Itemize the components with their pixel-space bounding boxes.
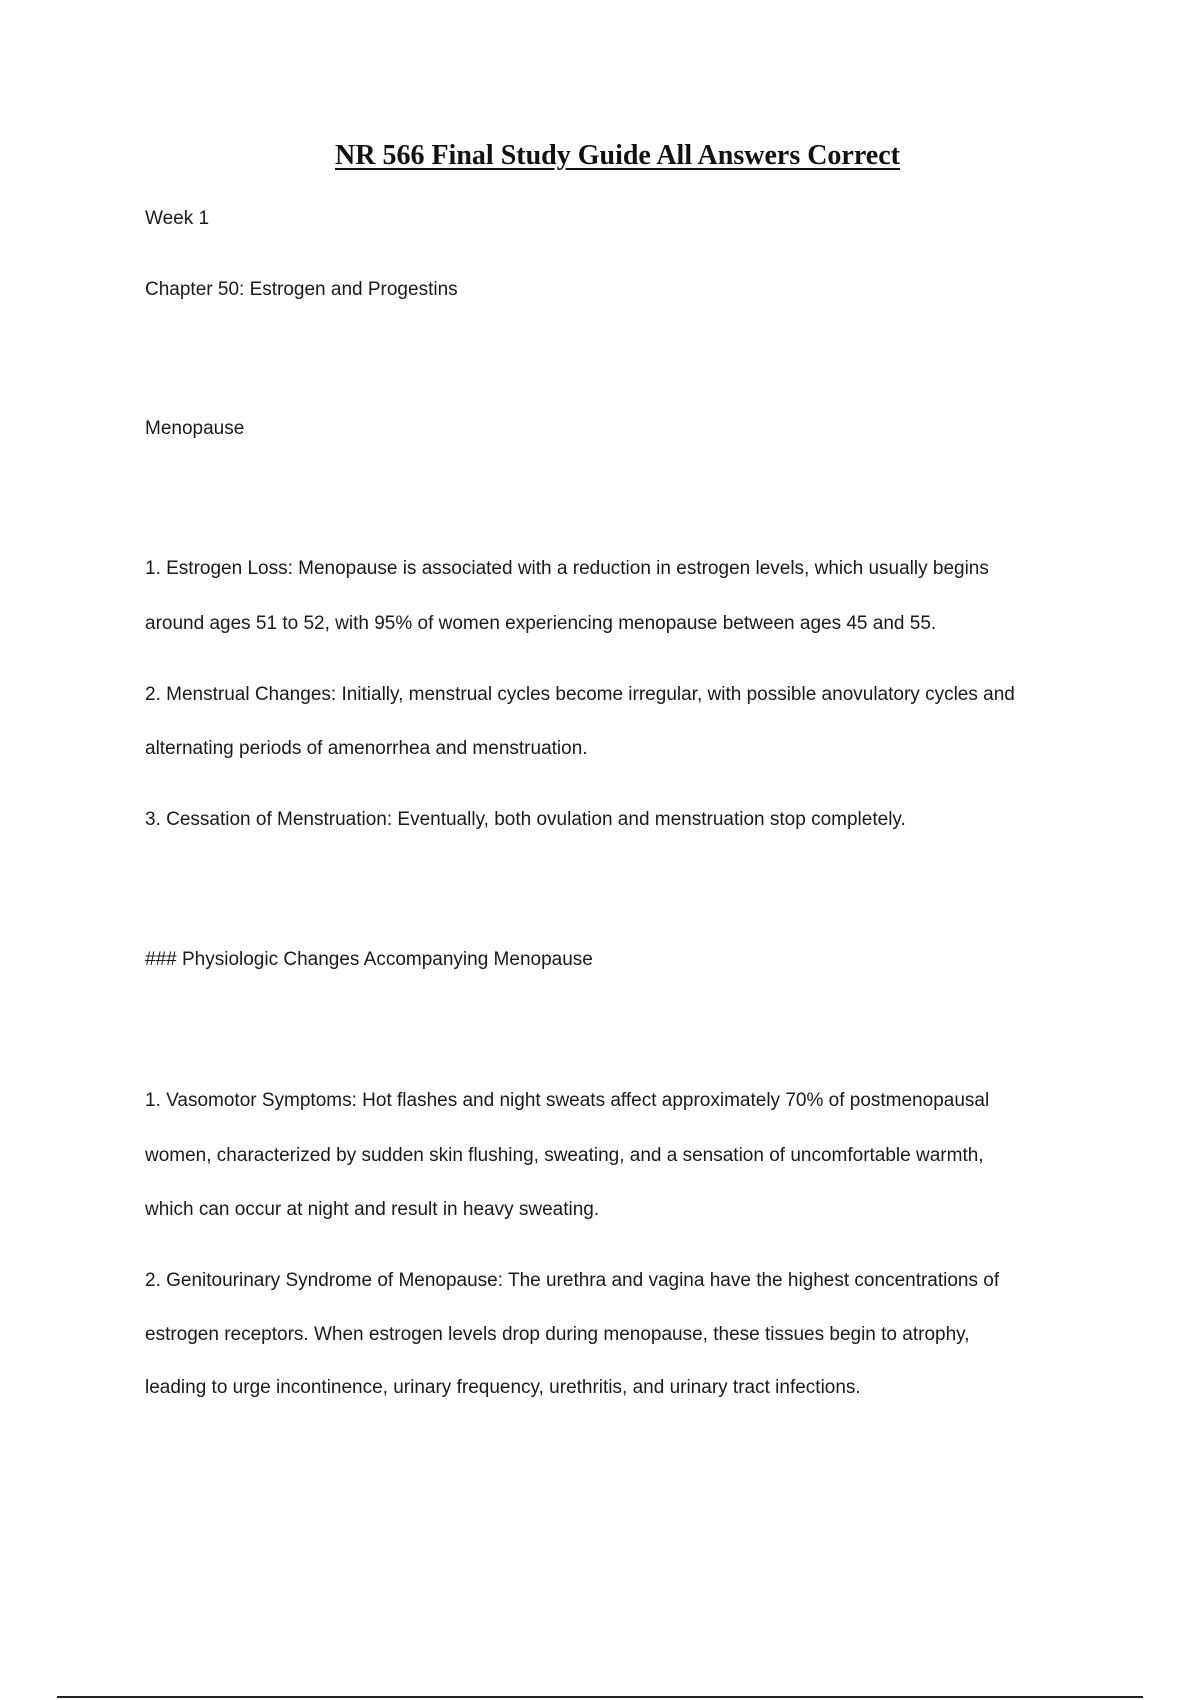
- paragraph-line: estrogen receptors. When estrogen levels drop during menopause, these tissues begin to atrophy,: [145, 1324, 970, 1345]
- paragraph-line: 1. Vasomotor Symptoms: Hot flashes and night sweats affect approximately 70% of postmenopausal: [145, 1090, 990, 1111]
- page-bottom-divider: [57, 1696, 1143, 1698]
- paragraph-line: 3. Cessation of Menstruation: Eventually, both ovulation and menstruation stop completely.: [145, 809, 906, 830]
- chapter-heading: Chapter 50: Estrogen and Progestins: [145, 279, 458, 300]
- paragraph-line: women, characterized by sudden skin flushing, sweating, and a sensation of uncomfortable warmth,: [145, 1145, 984, 1166]
- week-label: Week 1: [145, 208, 210, 229]
- paragraph-line: 2. Menstrual Changes: Initially, menstrual cycles become irregular, with possible anovulatory cycles and: [145, 684, 1015, 705]
- paragraph-line: which can occur at night and result in heavy sweating.: [145, 1199, 600, 1220]
- paragraph-line: leading to urge incontinence, urinary frequency, urethritis, and urinary tract infections.: [145, 1377, 861, 1398]
- paragraph-line: alternating periods of amenorrhea and menstruation.: [145, 738, 588, 759]
- paragraph-line: 1. Estrogen Loss: Menopause is associated with a reduction in estrogen levels, which usually begins: [145, 558, 989, 579]
- paragraph-line: 2. Genitourinary Syndrome of Menopause: The urethra and vagina have the highest concentrations of: [145, 1270, 1000, 1291]
- paragraph-line: around ages 51 to 52, with 95% of women experiencing menopause between ages 45 and 55.: [145, 613, 937, 634]
- section-heading-physiologic: ### Physiologic Changes Accompanying Menopause: [145, 949, 593, 970]
- document-title: NR 566 Final Study Guide All Answers Correct: [335, 140, 900, 171]
- section-heading-menopause: Menopause: [145, 418, 245, 439]
